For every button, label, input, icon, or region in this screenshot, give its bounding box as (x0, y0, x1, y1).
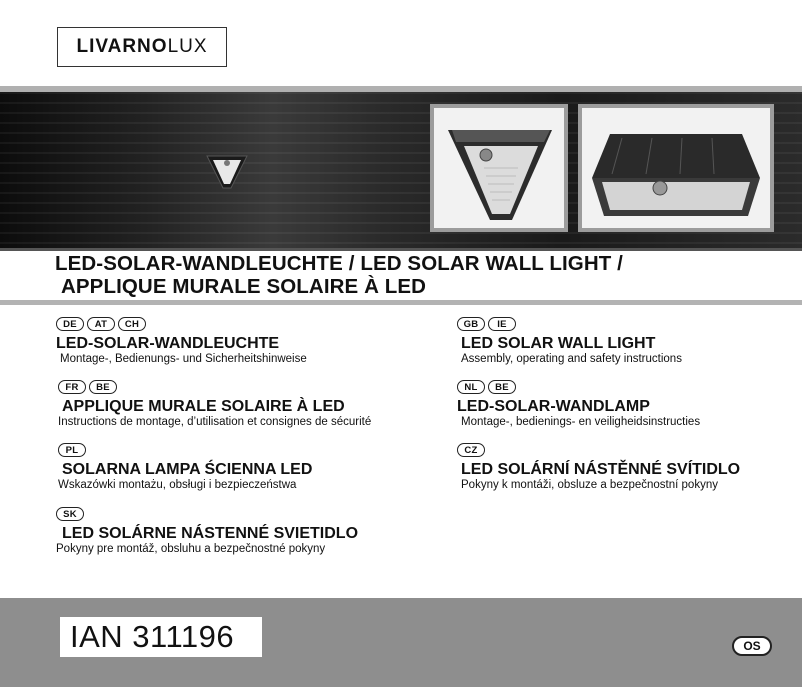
region-code-badge: OS (732, 636, 772, 656)
language-subtitle: Wskazówki montażu, obsługi i bezpieczeństwa (58, 479, 297, 491)
language-title: LED SOLAR WALL LIGHT (461, 335, 656, 352)
country-badges (457, 317, 682, 333)
brand-name-light: LUX (167, 36, 208, 57)
country-badges (58, 443, 312, 459)
country-badge: GB (457, 317, 485, 331)
language-subtitle: Montage-, bedienings- en veiligheidsinstructies (461, 416, 701, 428)
main-title (55, 252, 775, 298)
language-title: SOLARNA LAMPA ŚCIENNA LED (62, 461, 313, 478)
language-title: APPLIQUE MURALE SOLAIRE À LED (62, 398, 345, 415)
language-block-fr (58, 380, 371, 429)
country-badges (56, 507, 358, 523)
country-badge: NL (457, 380, 485, 394)
triangle-lamp-image (434, 108, 564, 228)
country-badge: DE (56, 317, 84, 331)
rectangular-lamp-image (582, 108, 770, 228)
country-badges (457, 443, 740, 459)
country-badge: IE (488, 317, 516, 331)
main-title-line2: APPLIQUE MURALE SOLAIRE À LED (61, 275, 427, 298)
language-title: LED-SOLAR-WANDLEUCHTE (56, 335, 280, 352)
language-block-cz (457, 443, 740, 492)
title-divider (0, 300, 802, 305)
language-block-pl (58, 443, 312, 492)
language-block-de (56, 317, 307, 366)
country-badge: BE (488, 380, 516, 394)
product-thumbnail-rectangular (578, 104, 774, 232)
language-title: LED SOLÁRNE NÁSTENNÉ SVIETIDLO (62, 525, 359, 542)
country-badge: AT (87, 317, 115, 331)
country-badge: FR (58, 380, 86, 394)
main-title-line1: LED-SOLAR-WANDLEUCHTE / LED SOLAR WALL LIGHT / (55, 252, 623, 275)
country-badge: PL (58, 443, 86, 457)
country-badges (457, 380, 700, 396)
country-badges (58, 380, 371, 396)
language-title: LED SOLÁRNÍ NÁSTĚNNÉ SVÍTIDLO (461, 461, 741, 478)
country-badge: CZ (457, 443, 485, 457)
language-block-nl (457, 380, 700, 429)
product-thumbnail-triangle (430, 104, 568, 232)
wall-lamp-image (205, 154, 249, 190)
language-block-sk (56, 507, 358, 556)
banner-bottom-edge (0, 248, 802, 251)
language-subtitle: Montage-, Bedienungs- und Sicherheitshinweise (60, 353, 307, 365)
language-subtitle: Pokyny pre montáž, obsluhu a bezpečnostné pokyny (56, 543, 326, 555)
language-subtitle: Pokyny k montáži, obsluze a bezpečnostní pokyny (461, 479, 718, 491)
country-badge: BE (89, 380, 117, 394)
country-badges (56, 317, 307, 333)
country-badge: CH (118, 317, 146, 331)
country-badge: SK (56, 507, 84, 521)
language-title: LED-SOLAR-WANDLAMP (457, 398, 650, 415)
language-block-gb (457, 317, 682, 366)
language-subtitle: Instructions de montage, d’utilisation et consignes de sécurité (58, 416, 372, 428)
brand-name-bold: LIVARNO (76, 36, 168, 57)
brand-logo (57, 27, 227, 67)
ian-number: IAN 311196 (60, 617, 262, 657)
language-subtitle: Assembly, operating and safety instructions (461, 353, 682, 365)
